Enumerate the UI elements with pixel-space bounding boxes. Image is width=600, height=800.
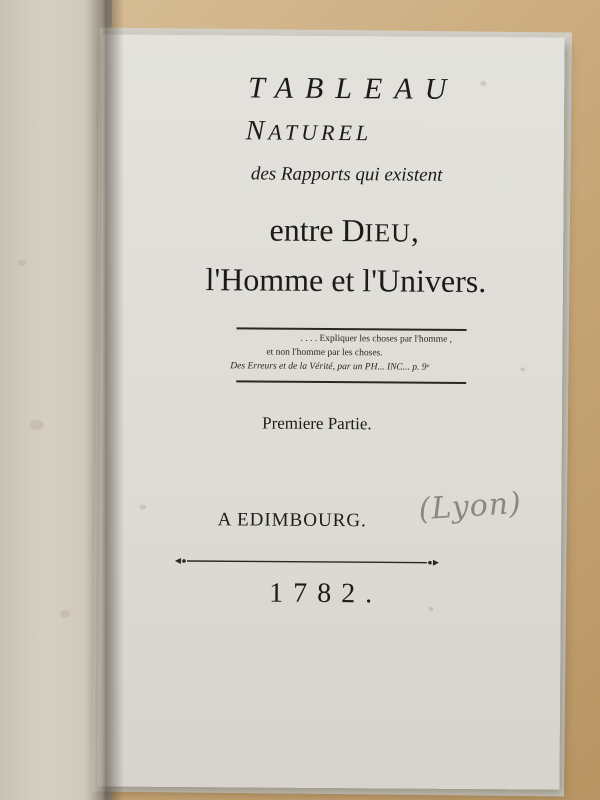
book-subtitle xyxy=(78,114,540,149)
partie-label: Premiere Partie. xyxy=(262,413,372,434)
ornamental-rule xyxy=(173,555,441,569)
line-dieu xyxy=(113,210,575,250)
epigraph-rule-top xyxy=(237,327,467,331)
subtitle-initial: N xyxy=(245,115,269,147)
book-gutter xyxy=(84,0,124,800)
imprint-place: A EDIMBOURG. xyxy=(217,509,367,532)
word-entre: entre xyxy=(269,211,334,249)
book-title: TABLEAU xyxy=(248,71,459,106)
epigraph-line-2: et non l'homme par les choses. xyxy=(266,347,383,359)
line-homme: l'Homme et l'Univers. xyxy=(205,261,487,300)
line-rapports: des Rapports qui existent xyxy=(250,163,443,186)
epigraph-source: Des Erreurs et de la Vérité, par un PH... INC... p. 9ᵉ xyxy=(230,361,430,373)
dieu-comma: , xyxy=(410,212,420,249)
publication-year: 1782. xyxy=(269,577,383,610)
epigraph-rule-bottom xyxy=(236,380,466,384)
title-page xyxy=(97,34,564,789)
dieu-initial: D xyxy=(341,212,365,249)
subtitle-rest: ATUREL xyxy=(268,119,373,146)
handwritten-pencil-note: (Lyon) xyxy=(417,485,523,528)
dieu-rest: IEU xyxy=(364,218,412,248)
epigraph-line-1: . . . . Expliquer les choses par l'homme , xyxy=(300,333,453,345)
